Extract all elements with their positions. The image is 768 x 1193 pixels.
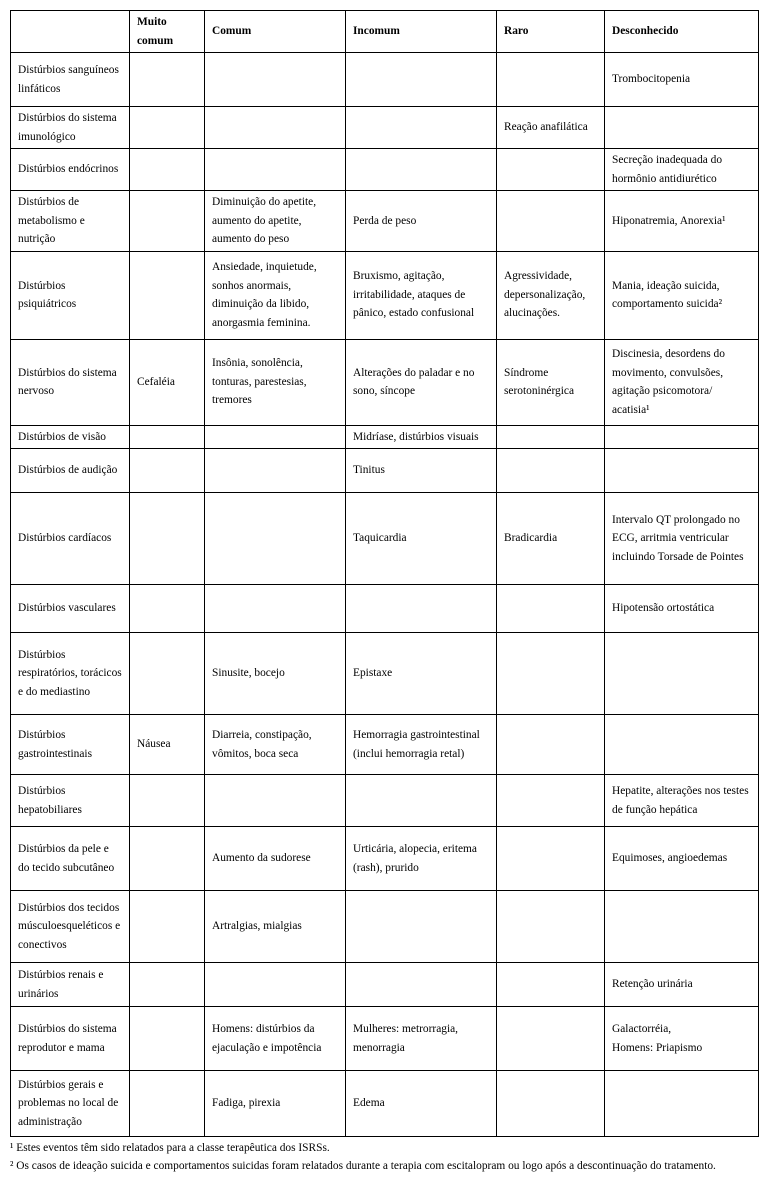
cell-very-common [130,107,205,149]
cell-common: Fadiga, pirexia [205,1071,346,1137]
table-body [11,53,759,1137]
cell-uncommon: Taquicardia [346,493,497,585]
document [10,10,758,1175]
table-row [11,585,759,633]
cell-very-common [130,891,205,963]
cell-unknown: Hipotensão ortostática [605,585,759,633]
cell-very-common [130,191,205,252]
cell-unknown: Galactorréia, Homens: Priapismo [605,1007,759,1071]
cell-very-common [130,449,205,493]
cell-uncommon: Epistaxe [346,633,497,715]
footnotes [10,1139,758,1175]
cell-rare [497,449,605,493]
cell-rare [497,53,605,107]
cell-rare [497,585,605,633]
cell-very-common [130,53,205,107]
cell-uncommon [346,775,497,827]
cell-very-common [130,633,205,715]
cell-uncommon: Perda de peso [346,191,497,252]
cell-common [205,107,346,149]
table-row [11,149,759,191]
cell-common [205,585,346,633]
cell-organ-class: Distúrbios da pele e do tecido subcutâneo [11,827,130,891]
table-row [11,633,759,715]
table-row [11,425,759,449]
cell-uncommon: Alterações do paladar e no sono, síncope [346,339,497,425]
cell-unknown [605,1071,759,1137]
cell-organ-class: Distúrbios renais e urinários [11,963,130,1007]
cell-uncommon [346,891,497,963]
table-row [11,715,759,775]
cell-common: Diminuição do apetite, aumento do apetite, aumento do peso [205,191,346,252]
cell-very-common [130,493,205,585]
cell-uncommon: Hemorragia gastrointestinal (inclui hemorragia retal) [346,715,497,775]
cell-unknown: Mania, ideação suicida, comportamento suicida² [605,251,759,339]
footnote-2: ² Os casos de ideação suicida e comportamentos suicidas foram relatados durante a terapia com escitalopram ou logo após a descontinuação do tratamento. [10,1160,716,1173]
cell-organ-class: Distúrbios do sistema nervoso [11,339,130,425]
cell-unknown [605,425,759,449]
cell-uncommon [346,107,497,149]
table-row [11,251,759,339]
cell-rare [497,191,605,252]
footnote-1: ¹ Estes eventos têm sido relatados para a classe terapêutica dos ISRSs. [10,1142,330,1154]
cell-organ-class: Distúrbios do sistema imunológico [11,107,130,149]
cell-uncommon: Midríase, distúrbios visuais [346,425,497,449]
cell-organ-class: Distúrbios cardíacos [11,493,130,585]
cell-rare [497,891,605,963]
cell-organ-class: Distúrbios vasculares [11,585,130,633]
cell-organ-class: Distúrbios gerais e problemas no local de administração [11,1071,130,1137]
cell-very-common [130,827,205,891]
cell-rare: Agressividade, depersonalização, alucinações. [497,251,605,339]
cell-common: Sinusite, bocejo [205,633,346,715]
cell-rare [497,425,605,449]
cell-uncommon: Mulheres: metrorragia, menorragia [346,1007,497,1071]
cell-organ-class: Distúrbios gastrointestinais [11,715,130,775]
cell-rare [497,715,605,775]
cell-uncommon: Urticária, alopecia, eritema (rash), prurido [346,827,497,891]
table-row [11,1007,759,1071]
cell-unknown: Secreção inadequada do hormônio antidiurético [605,149,759,191]
cell-organ-class: Distúrbios sanguíneos linfáticos [11,53,130,107]
cell-unknown [605,891,759,963]
cell-common [205,449,346,493]
cell-common [205,149,346,191]
cell-rare [497,1071,605,1137]
cell-unknown: Retenção urinária [605,963,759,1007]
cell-uncommon: Tinitus [346,449,497,493]
header-cell-common: Comum [205,11,346,53]
cell-very-common [130,1071,205,1137]
cell-organ-class: Distúrbios de audição [11,449,130,493]
cell-common: Diarreia, constipação, vômitos, boca seca [205,715,346,775]
cell-organ-class: Distúrbios endócrinos [11,149,130,191]
table-row [11,339,759,425]
cell-rare: Bradicardia [497,493,605,585]
cell-very-common [130,425,205,449]
cell-rare: Síndrome serotoninérgica [497,339,605,425]
table-row [11,449,759,493]
cell-very-common [130,1007,205,1071]
cell-very-common [130,149,205,191]
cell-common [205,53,346,107]
header-row [11,11,759,53]
cell-uncommon [346,149,497,191]
cell-uncommon [346,53,497,107]
cell-uncommon [346,585,497,633]
table-row [11,1071,759,1137]
cell-rare [497,149,605,191]
cell-uncommon: Edema [346,1071,497,1137]
header-cell-organ [11,11,130,53]
cell-organ-class: Distúrbios hepatobiliares [11,775,130,827]
cell-common: Artralgias, mialgias [205,891,346,963]
cell-common: Ansiedade, inquietude, sonhos anormais, diminuição da libido, anorgasmia feminina. [205,251,346,339]
cell-organ-class: Distúrbios de visão [11,425,130,449]
cell-unknown: Trombocitopenia [605,53,759,107]
header-cell-unknown: Desconhecido [605,11,759,53]
cell-organ-class: Distúrbios dos tecidos músculoesqueléticos e conectivos [11,891,130,963]
table-row [11,53,759,107]
cell-rare: Reação anafilática [497,107,605,149]
header-cell-rare: Raro [497,11,605,53]
table-row [11,775,759,827]
cell-common [205,775,346,827]
cell-rare [497,775,605,827]
cell-very-common: Cefaléia [130,339,205,425]
cell-common [205,425,346,449]
cell-unknown: Hiponatremia, Anorexia¹ [605,191,759,252]
cell-organ-class: Distúrbios do sistema reprodutor e mama [11,1007,130,1071]
header-cell-very-common: Muito comum [130,11,205,53]
adverse-reactions-table [10,10,759,1137]
cell-common [205,493,346,585]
cell-unknown: Hepatite, alterações nos testes de função hepática [605,775,759,827]
table-row [11,107,759,149]
cell-unknown [605,449,759,493]
cell-unknown [605,715,759,775]
cell-uncommon [346,963,497,1007]
cell-very-common [130,251,205,339]
cell-unknown: Discinesia, desordens do movimento, convulsões, agitação psicomotora/ acatisia¹ [605,339,759,425]
cell-common [205,963,346,1007]
cell-rare [497,1007,605,1071]
cell-organ-class: Distúrbios psiquiátricos [11,251,130,339]
cell-rare [497,827,605,891]
cell-organ-class: Distúrbios de metabolismo e nutrição [11,191,130,252]
table-row [11,827,759,891]
table-row [11,963,759,1007]
cell-common: Aumento da sudorese [205,827,346,891]
cell-unknown [605,107,759,149]
table-row [11,891,759,963]
cell-unknown [605,633,759,715]
header-cell-uncommon: Incomum [346,11,497,53]
cell-rare [497,963,605,1007]
table-row [11,191,759,252]
cell-very-common [130,775,205,827]
cell-organ-class: Distúrbios respiratórios, torácicos e do mediastino [11,633,130,715]
cell-uncommon: Bruxismo, agitação, irritabilidade, ataques de pânico, estado confusional [346,251,497,339]
cell-common: Homens: distúrbios da ejaculação e impotência [205,1007,346,1071]
cell-unknown: Intervalo QT prolongado no ECG, arritmia ventricular incluindo Torsade de Pointes [605,493,759,585]
cell-very-common [130,963,205,1007]
cell-very-common: Náusea [130,715,205,775]
cell-common: Insônia, sonolência, tonturas, parestesias, tremores [205,339,346,425]
cell-unknown: Equimoses, angioedemas [605,827,759,891]
cell-rare [497,633,605,715]
table-row [11,493,759,585]
cell-very-common [130,585,205,633]
